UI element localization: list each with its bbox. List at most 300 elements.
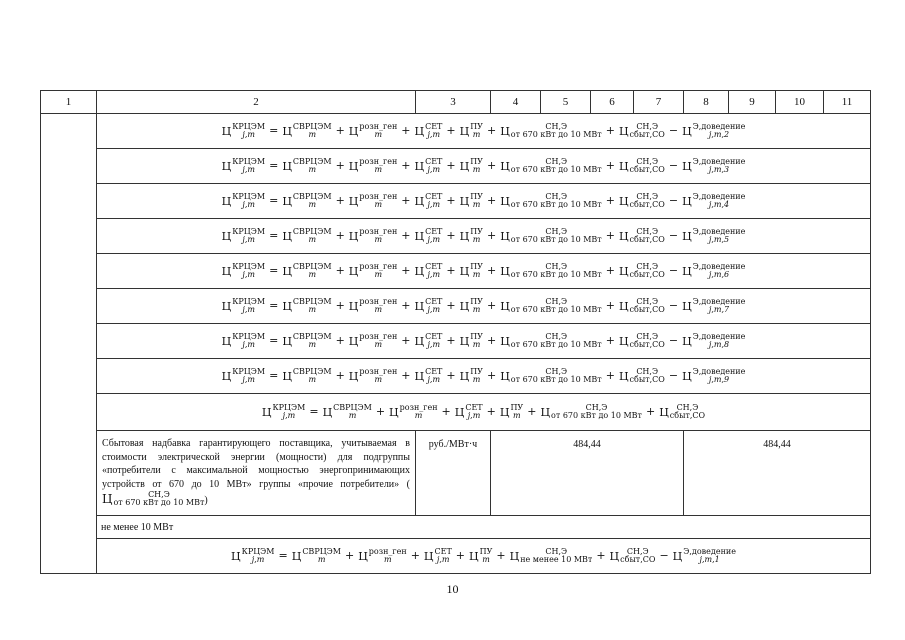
formula-subscript: сбыт,СО	[629, 340, 665, 349]
formula-symbol: Ц	[682, 124, 692, 138]
formula-term	[349, 228, 397, 245]
formula-symbol: Ц	[618, 369, 629, 383]
description-symbol	[102, 492, 204, 506]
formula-symbol: Ц	[348, 229, 359, 243]
formula-symbol: Ц	[459, 299, 470, 313]
formula-indices	[470, 158, 483, 175]
formula-operator: =	[269, 299, 279, 312]
formula-operator: +	[335, 194, 345, 207]
formula-cell	[97, 184, 871, 219]
formula-symbol: Ц	[454, 405, 465, 419]
formula-term	[222, 158, 265, 175]
formula-term	[262, 404, 305, 421]
formula-operator: +	[401, 334, 411, 347]
formula-term	[619, 263, 665, 280]
formula-superscript: СН,Э	[545, 191, 568, 201]
formula-term	[460, 123, 483, 140]
formula-indices	[425, 333, 442, 350]
formula-subscript: j,m	[242, 375, 255, 384]
column-header: 6	[591, 91, 634, 114]
formula-indices	[470, 333, 483, 350]
formula-operator: +	[446, 334, 456, 347]
formula-term	[424, 548, 452, 565]
formula-subscript: m	[308, 305, 317, 314]
formula-term	[619, 158, 665, 175]
formula-symbol: Ц	[348, 264, 359, 278]
formula-superscript: СН,Э	[636, 121, 659, 131]
formula-indices	[232, 298, 265, 315]
formula-subscript: j,m	[242, 130, 255, 139]
formula-term	[455, 404, 483, 421]
formula-subscript: сбыт,СО	[629, 305, 665, 314]
formula-term	[682, 228, 745, 245]
formula-subscript: от 670 кВт до 10 МВт	[510, 375, 602, 384]
formula-symbol: Ц	[414, 334, 425, 348]
formula-superscript: СН,Э	[545, 261, 568, 271]
formula-subscript: m	[308, 375, 317, 384]
formula-operator: =	[269, 159, 279, 172]
formula-subscript: от 670 кВт до 10 МВт	[551, 411, 642, 420]
formula-operator: +	[605, 229, 615, 242]
column-header: 2	[97, 91, 416, 114]
formula-subscript: m	[374, 200, 383, 209]
formula-indices	[232, 123, 265, 140]
formula-indices	[693, 368, 746, 385]
formula-operator: =	[269, 229, 279, 242]
formula-indices	[693, 263, 746, 280]
formula-symbol: Ц	[618, 229, 629, 243]
formula-term	[415, 123, 443, 140]
formula-symbol: Ц	[659, 405, 669, 419]
column-header: 9	[729, 91, 776, 114]
formula-term	[659, 404, 705, 421]
formula-superscript: СЕТ	[425, 366, 443, 376]
formula-operator: +	[486, 334, 497, 347]
formula-row	[41, 324, 871, 359]
formula-indices	[510, 404, 523, 421]
formula-indices	[435, 548, 452, 565]
formula-symbol: Ц	[282, 334, 292, 348]
formula-indices	[630, 193, 665, 210]
formula-superscript: Э,доведение	[692, 296, 746, 306]
formula-row	[41, 289, 871, 324]
description-text: Сбытовая надбавка гарантирующего поставщика, учитываемая в стоимости электрической энергии (мощности) для подгруппы «потребители с максимальной мощностью энергопринимающих устройств от 670 до 10 МВт» группы «прочие потребители» (	[102, 438, 410, 490]
formula-term	[415, 298, 443, 315]
formula-superscript: КРЦЭМ	[272, 402, 306, 412]
formula-indices	[369, 548, 407, 565]
formula-indices	[630, 123, 665, 140]
formula-indices	[693, 158, 746, 175]
formula-subscript: m	[308, 270, 317, 279]
formula-indices	[511, 368, 602, 385]
formula-subscript: сбыт,СО	[620, 555, 656, 564]
formula-superscript: розн_ген	[368, 546, 407, 556]
formula-term	[673, 548, 736, 565]
formula-subscript: j,m	[427, 305, 441, 314]
row-label-cell	[41, 114, 97, 574]
formula-operator: −	[668, 124, 679, 137]
formula-symbol: Ц	[358, 549, 368, 563]
formula-row	[41, 149, 871, 184]
formula-indices	[470, 123, 483, 140]
formula-superscript: розн_ген	[359, 191, 398, 201]
formula-subscript: j,m,1	[699, 555, 720, 564]
formula-superscript: СН,Э	[636, 156, 659, 166]
formula-term	[282, 368, 331, 385]
formula-superscript: КРЦЭМ	[232, 191, 266, 201]
formula-indices	[302, 548, 341, 565]
formula-symbol: Ц	[618, 264, 629, 278]
formula-subscript: j,m,6	[708, 270, 730, 279]
formula-term	[619, 193, 665, 210]
formula-symbol: Ц	[414, 299, 425, 313]
formula-subscript: j,m	[242, 270, 255, 279]
formula-subscript: от 670 кВт до 10 МВт	[510, 165, 602, 174]
formula-term	[510, 548, 593, 565]
formula-cell	[97, 324, 871, 359]
formula-symbol: Ц	[348, 194, 359, 208]
formula-term	[610, 548, 656, 565]
formula-term	[415, 333, 443, 350]
formula-symbol: Ц	[414, 194, 425, 208]
formula-superscript: СН,Э	[545, 366, 568, 376]
formula-subscript: m	[308, 235, 317, 244]
formula-term	[460, 263, 483, 280]
formula-operator: −	[668, 334, 679, 347]
formula-cell	[97, 219, 871, 254]
formula-term	[222, 123, 265, 140]
description-cell	[97, 431, 416, 516]
formula-indices	[425, 228, 442, 245]
formula-indices	[630, 368, 665, 385]
formula-operator: +	[446, 194, 456, 207]
formula-operator: +	[401, 124, 411, 137]
formula-symbol: Ц	[221, 124, 232, 138]
formula-term	[282, 123, 331, 140]
formula-operator: =	[269, 334, 279, 347]
formula-operator: +	[401, 299, 411, 312]
formula-operator: +	[410, 549, 420, 562]
formula-indices	[480, 548, 493, 565]
formula-superscript: розн_ген	[359, 226, 398, 236]
formula-term	[469, 548, 492, 565]
formula-row	[41, 539, 871, 574]
formula-symbol: Ц	[459, 194, 470, 208]
formula-operator: −	[668, 229, 679, 242]
formula-superscript: СН,Э	[636, 366, 659, 376]
formula-subscript: j,m	[427, 270, 441, 279]
formula-superscript: СЕТ	[425, 261, 443, 271]
formula-indices	[425, 368, 442, 385]
formula-symbol: Ц	[672, 549, 683, 563]
formula-symbol: Ц	[500, 229, 510, 243]
value-cell-right: 484,44	[684, 431, 871, 516]
formula-term	[323, 404, 372, 421]
formula-cell	[97, 394, 871, 431]
formula-subscript: j,m	[427, 165, 441, 174]
formula-operator: +	[455, 549, 466, 562]
formula-subscript: j,m	[251, 555, 265, 564]
formula-operator: +	[486, 159, 497, 172]
formula-indices	[293, 263, 332, 280]
formula-subscript: m	[472, 340, 481, 349]
formula-indices	[293, 298, 332, 315]
formula-row	[41, 219, 871, 254]
formula-symbol: Ц	[261, 405, 272, 419]
formula-indices	[359, 298, 397, 315]
formula-superscript: СЕТ	[465, 402, 483, 412]
formula-indices	[670, 404, 705, 421]
formula-symbol: Ц	[322, 405, 333, 419]
formula-term	[415, 228, 443, 245]
formula-superscript: ПУ	[470, 261, 483, 271]
formula-subscript: m	[308, 340, 317, 349]
formula-term	[349, 333, 397, 350]
formula-symbol: Ц	[618, 124, 629, 138]
formula-indices	[683, 548, 736, 565]
formula-superscript: СВРЦЭМ	[292, 226, 332, 236]
formula-symbol: Ц	[291, 549, 302, 563]
formula-superscript: Э,доведение	[692, 191, 746, 201]
formula-symbol: Ц	[389, 405, 399, 419]
formula-symbol: Ц	[348, 299, 359, 313]
min-power-row	[41, 516, 871, 539]
formula-term	[282, 158, 331, 175]
formula-operator: =	[269, 194, 279, 207]
formula-operator: +	[335, 229, 345, 242]
formula-subscript: j,m,8	[708, 340, 730, 349]
formula-subscript: j,m	[427, 375, 441, 384]
formula-superscript: СВРЦЭМ	[292, 296, 332, 306]
formula-term	[500, 193, 602, 210]
formula-subscript: j,m	[467, 411, 481, 420]
formula-superscript: КРЦЭМ	[232, 261, 266, 271]
formula-superscript: СН,Э	[636, 331, 659, 341]
formula-indices	[359, 158, 397, 175]
formula-symbol: Ц	[500, 264, 510, 278]
formula-superscript: розн_ген	[359, 156, 398, 166]
formula-operator: +	[446, 229, 456, 242]
formula-symbol: Ц	[221, 299, 232, 313]
formula-superscript: СВРЦЭМ	[333, 402, 372, 412]
formula-indices	[551, 404, 642, 421]
formula-superscript: Э,доведение	[692, 226, 746, 236]
formula-superscript: КРЦЭМ	[232, 226, 266, 236]
formula-subscript: m	[308, 200, 317, 209]
formula-superscript: СН,Э	[545, 121, 568, 131]
formula-indices	[333, 404, 372, 421]
formula-symbol: Ц	[500, 369, 510, 383]
formula-term	[682, 193, 745, 210]
formula-indices	[425, 263, 442, 280]
column-header: 8	[684, 91, 729, 114]
formula-term	[222, 368, 265, 385]
formula-indices	[113, 491, 204, 508]
column-header: 1	[41, 91, 97, 114]
formula-superscript: СН,Э	[676, 402, 699, 412]
formula-superscript: ПУ	[470, 226, 483, 236]
formula-indices	[293, 228, 332, 245]
formula-superscript: ПУ	[470, 366, 483, 376]
formula-operator: −	[668, 194, 679, 207]
unit-cell: руб./МВт·ч	[416, 431, 491, 516]
formula-superscript: розн_ген	[359, 121, 398, 131]
formula-operator: +	[605, 299, 615, 312]
formula-symbol: Ц	[682, 194, 692, 208]
formula-symbol: Ц	[221, 159, 232, 173]
formula-indices	[511, 298, 602, 315]
formula-symbol: Ц	[682, 229, 692, 243]
formula-term	[460, 228, 483, 245]
formula-superscript: Э,доведение	[692, 121, 746, 131]
formula-subscript: от 670 кВт до 10 МВт	[510, 340, 602, 349]
formula-term	[500, 368, 602, 385]
formula-superscript: розн_ген	[359, 261, 398, 271]
formula-superscript: СН,Э	[545, 546, 568, 556]
formula-term	[540, 404, 642, 421]
formula-symbol: Ц	[414, 369, 425, 383]
page-number: 10	[446, 582, 459, 596]
formula-symbol: Ц	[282, 229, 292, 243]
formula-operator: +	[446, 369, 456, 382]
formula-indices	[470, 298, 483, 315]
formula-operator: =	[269, 369, 279, 382]
formula-subscript: m	[482, 555, 490, 564]
formula-symbol: Ц	[499, 405, 510, 419]
formula-term	[358, 548, 406, 565]
formula-indices	[232, 228, 265, 245]
formula-symbol: Ц	[423, 549, 434, 563]
formula-operator: +	[335, 124, 345, 137]
formula-subscript: j,m,2	[708, 130, 730, 139]
formula-symbol: Ц	[348, 334, 359, 348]
formula-indices	[293, 193, 332, 210]
formula-term	[282, 263, 331, 280]
formula-indices	[693, 193, 746, 210]
formula-term	[619, 368, 665, 385]
formula-subscript: сбыт,СО	[629, 130, 665, 139]
formula-superscript: розн_ген	[359, 366, 398, 376]
formula-symbol: Ц	[282, 194, 292, 208]
formula-row	[41, 394, 871, 431]
formula-superscript: СЕТ	[425, 331, 443, 341]
formula-term	[682, 333, 745, 350]
formula-cell	[97, 254, 871, 289]
formula-term	[349, 123, 397, 140]
formula-superscript: ПУ	[470, 191, 483, 201]
formula-indices	[425, 123, 442, 140]
formula-operator: =	[269, 264, 279, 277]
formula-indices	[520, 548, 592, 565]
formula-superscript: КРЦЭМ	[232, 296, 266, 306]
formula-term	[349, 193, 397, 210]
formula-subscript: j,m	[242, 305, 255, 314]
formula-subscript: j,m	[427, 235, 441, 244]
formula-subscript: j,m,7	[708, 305, 730, 314]
formula-indices	[511, 333, 602, 350]
formula-superscript: СЕТ	[425, 121, 443, 131]
formula-term	[282, 228, 331, 245]
formula-operator: −	[668, 159, 679, 172]
formula-subscript: m	[472, 375, 481, 384]
formula-subscript: m	[472, 130, 481, 139]
formula-subscript: m	[513, 411, 521, 420]
formula-term	[500, 404, 523, 421]
formula-term	[102, 491, 204, 508]
formula-indices	[511, 123, 602, 140]
formula-subscript: m	[374, 165, 383, 174]
formula-symbol: Ц	[221, 194, 232, 208]
formula-term	[682, 263, 745, 280]
formula-operator: =	[269, 124, 279, 137]
formula-symbol: Ц	[221, 369, 232, 383]
formula-superscript: СН,Э	[626, 546, 649, 556]
formula-subscript: j,m	[242, 200, 255, 209]
formula-symbol: Ц	[682, 299, 692, 313]
formula-row	[41, 114, 871, 149]
formula-symbol: Ц	[459, 369, 470, 383]
column-header: 10	[776, 91, 824, 114]
formula-term	[500, 333, 602, 350]
formula-subscript: m	[348, 411, 357, 420]
formula-superscript: КРЦЭМ	[241, 546, 275, 556]
formula-superscript: СН,Э	[636, 191, 659, 201]
formula-cell	[97, 539, 871, 574]
formula-term	[500, 123, 602, 140]
formula-indices	[630, 158, 665, 175]
formula-cell	[97, 114, 871, 149]
formula-operator: −	[668, 264, 679, 277]
formula-subscript: от 670 кВт до 10 МВт	[510, 200, 602, 209]
formula-indices	[511, 158, 602, 175]
formula-indices	[630, 263, 665, 280]
formula-term	[682, 123, 745, 140]
formula-symbol: Ц	[221, 334, 232, 348]
formula-superscript: СН,Э	[545, 156, 568, 166]
formula-operator: +	[446, 124, 456, 137]
formula-superscript: СВРЦЭМ	[292, 121, 332, 131]
formula-operator: =	[309, 405, 319, 418]
formula-term	[500, 158, 602, 175]
formula-indices	[293, 333, 332, 350]
formula-indices	[425, 193, 442, 210]
formula-term	[460, 333, 483, 350]
formula-operator: +	[496, 549, 506, 562]
formula-symbol: Ц	[682, 369, 692, 383]
formula-indices	[470, 263, 483, 280]
column-header: 5	[541, 91, 591, 114]
formula-symbol: Ц	[509, 549, 520, 563]
formula-superscript: КРЦЭМ	[232, 366, 266, 376]
formula-indices	[465, 404, 482, 421]
formula-operator: +	[486, 369, 497, 382]
formula-indices	[232, 368, 265, 385]
formula-symbol: Ц	[221, 229, 232, 243]
formula-indices	[630, 333, 665, 350]
formula-operator: +	[486, 264, 497, 277]
formula-term	[415, 158, 443, 175]
formula-term	[500, 263, 602, 280]
formula-term	[349, 298, 397, 315]
formula-term	[222, 228, 265, 245]
formula-operator: +	[401, 264, 411, 277]
formula-term	[415, 193, 443, 210]
formula-operator: =	[278, 549, 288, 562]
formula-subscript: m	[472, 165, 481, 174]
formula-term	[349, 368, 397, 385]
formula-term	[500, 298, 602, 315]
formula-subscript: j,m	[242, 235, 255, 244]
